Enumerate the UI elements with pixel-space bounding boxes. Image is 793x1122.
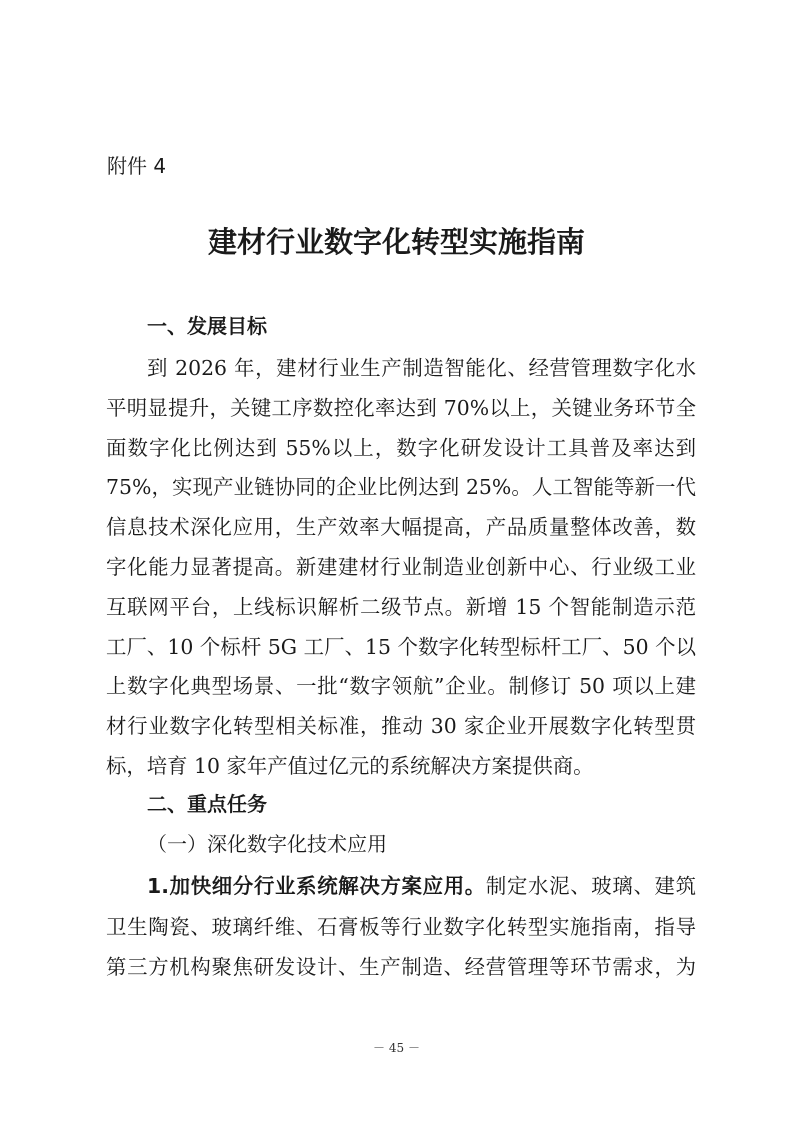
section-heading-tasks: 二、重点任务 (147, 792, 267, 816)
section-heading-goals: 一、发展目标 (147, 314, 267, 338)
attachment-label: 附件 4 (107, 154, 167, 178)
subsection-heading: （一）深化数字化技术应用 (147, 832, 387, 856)
item-lead-text: 1.加快细分行业系统解决方案应用。 (147, 874, 486, 898)
paragraph-line: 第三方机构聚焦研发设计、生产制造、经营管理等环节需求，为 (106, 955, 696, 979)
paragraph-line: 材行业数字化转型相关标准，推动 30 家企业开展数字化转型贯 (106, 714, 696, 739)
goals-paragraph (106, 349, 696, 787)
paragraph-line: 互联网平台，上线标识解析二级节点。新增 15 个智能制造示范 (106, 594, 696, 619)
document-title: 建材行业数字化转型实施指南 (207, 225, 585, 259)
paragraph-line: 到 2026 年，建材行业生产制造智能化、经营管理数字化水 (147, 356, 696, 380)
paragraph-line (106, 866, 696, 907)
task-item-paragraph (106, 866, 696, 988)
paragraph-line: 面数字化比例达到 55%以上，数字化研发设计工具普及率达到 (106, 435, 696, 460)
item-first-line-rest: 制定水泥、玻璃、建筑 (485, 874, 696, 898)
paragraph-line: 工厂、10 个标杆 5G 工厂、15 个数字化转型标杆工厂、50 个以 (106, 634, 696, 659)
paragraph-line: 75%，实现产业链协同的企业比例达到 25%。人工智能等新一代 (106, 475, 696, 500)
page-number: － 45 － (373, 1041, 420, 1055)
paragraph-line: 标，培育 10 家年产值过亿元的系统解决方案提供商。 (106, 753, 594, 778)
paragraph-line: 卫生陶瓷、玻璃纤维、石膏板等行业数字化转型实施指南，指导 (106, 914, 696, 939)
paragraph-line: 上数字化典型场景、一批“数字领航”企业。制修订 50 项以上建 (106, 674, 696, 699)
paragraph-line: 信息技术深化应用，生产效率大幅提高，产品质量整体改善，数 (106, 515, 696, 540)
paragraph-line: 平明显提升，关键工序数控化率达到 70%以上，关键业务环节全 (106, 395, 696, 420)
paragraph-line: 字化能力显著提高。新建建材行业制造业创新中心、行业级工业 (106, 554, 696, 579)
